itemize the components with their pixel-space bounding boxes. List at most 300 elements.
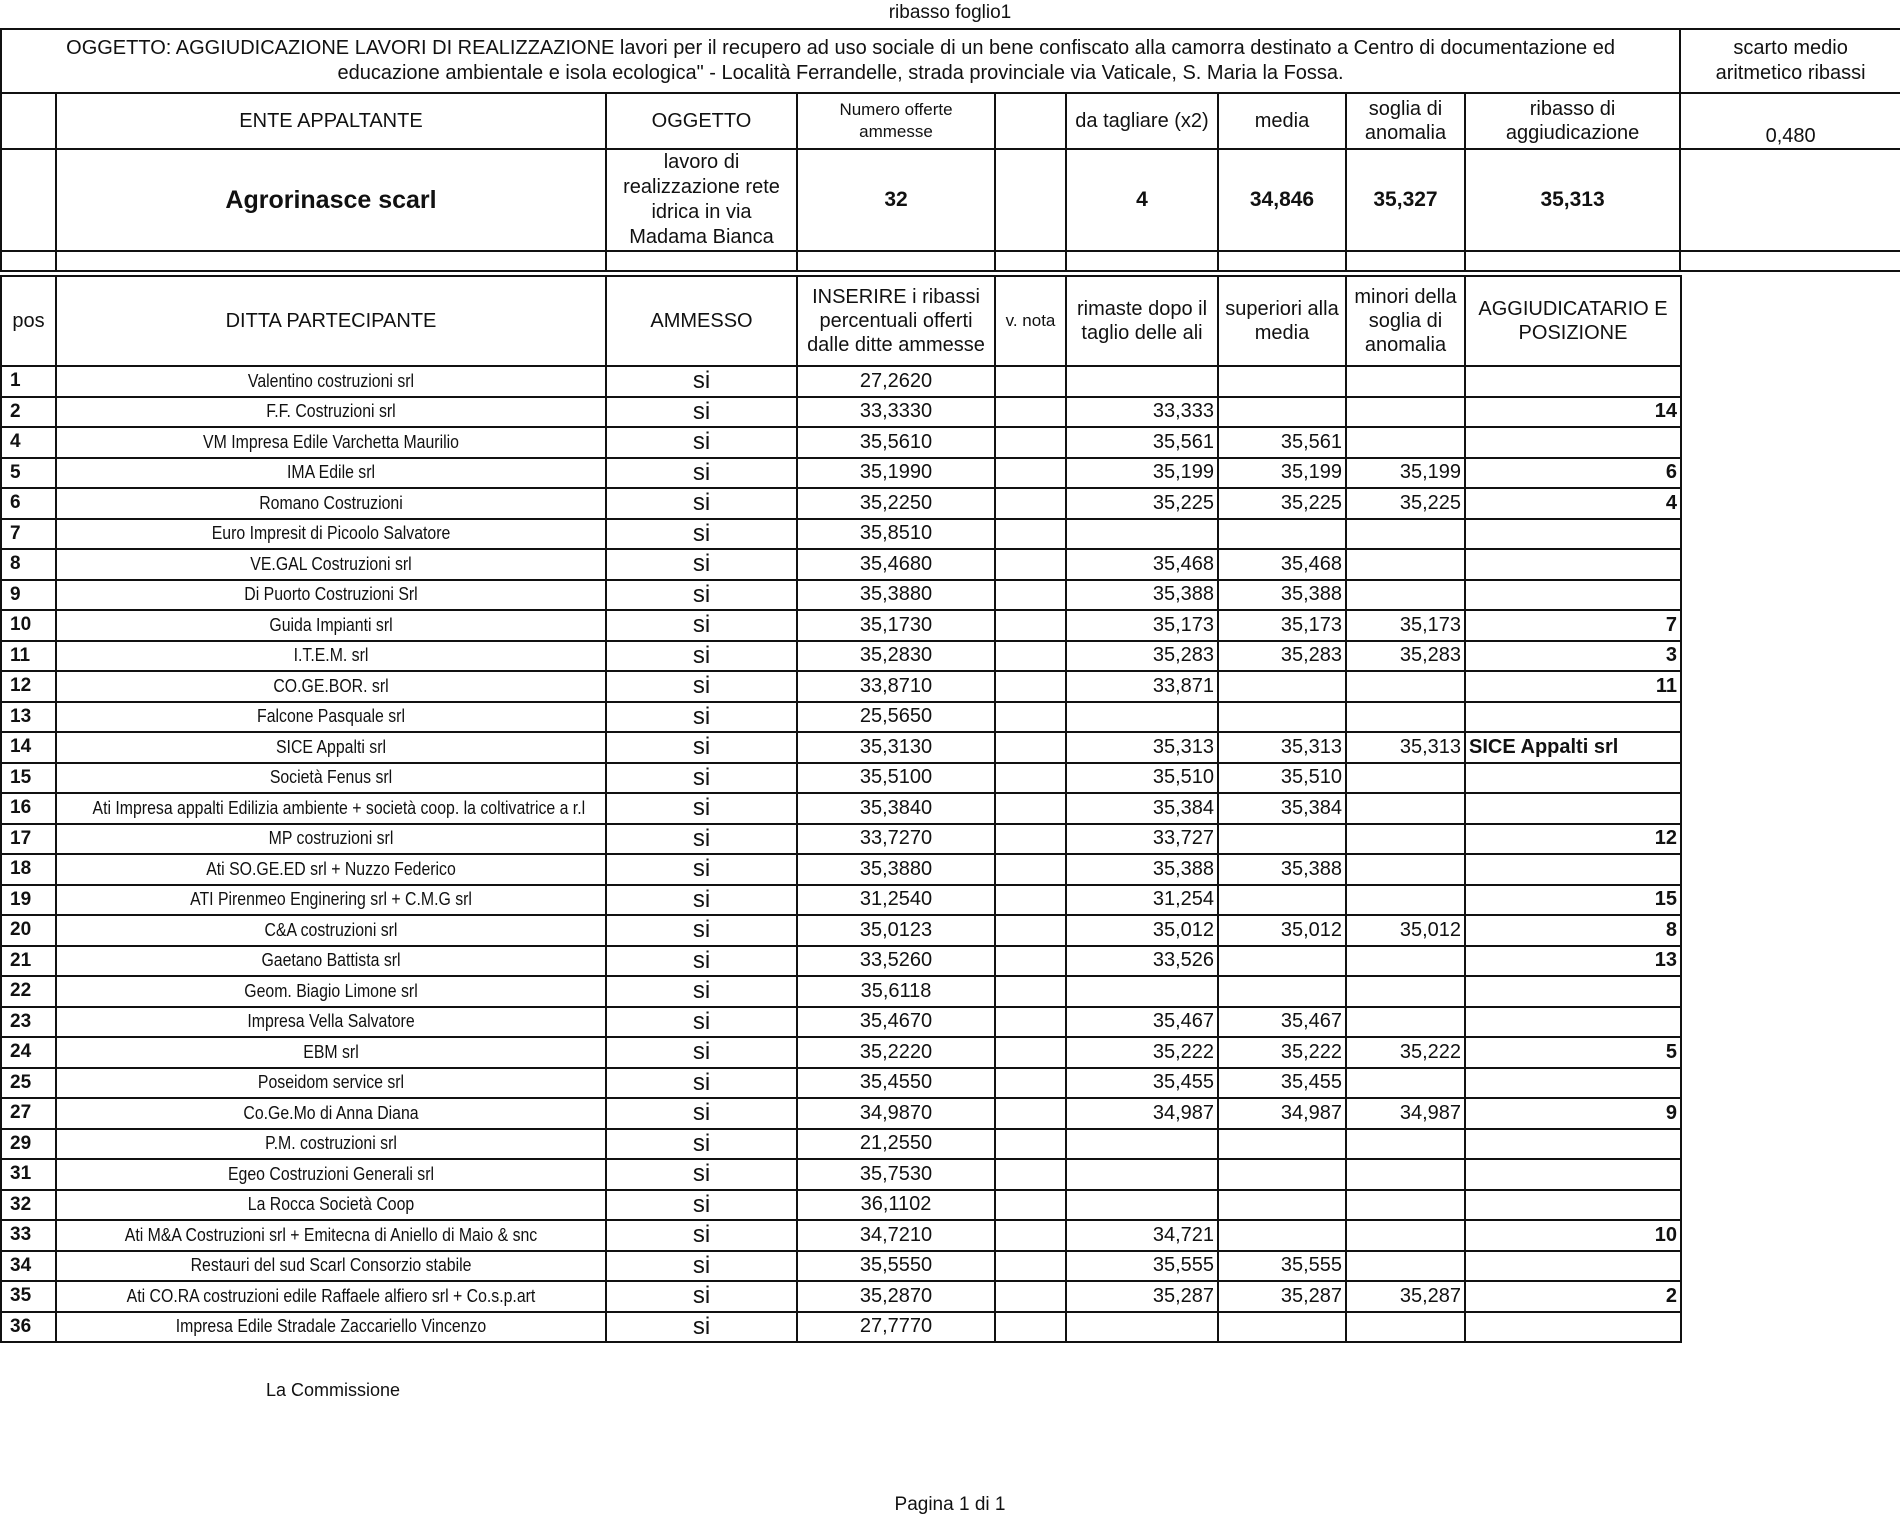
table-row xyxy=(1,549,1681,580)
pos-cell: 34 xyxy=(1,1251,56,1282)
oggetto-value-line4: Madama Bianca xyxy=(629,226,774,248)
ditta-name: MP costruzioni srl xyxy=(268,828,394,849)
superiori-cell: 35,455 xyxy=(1218,1068,1346,1099)
aggiud-cell xyxy=(1465,1312,1681,1343)
pos-cell: 12 xyxy=(1,671,56,702)
inserire-header-line2: percentuali offerti xyxy=(819,310,973,332)
nota-cell xyxy=(995,549,1066,580)
aggiud-cell xyxy=(1465,1007,1681,1038)
table-row xyxy=(1,1098,1681,1129)
aggiud-header xyxy=(1465,276,1681,366)
minori-cell xyxy=(1346,427,1465,458)
ammesso-cell: si xyxy=(606,1251,797,1282)
superiori-cell: 35,313 xyxy=(1218,732,1346,763)
ammesso-cell: si xyxy=(606,610,797,641)
pos-cell: 19 xyxy=(1,885,56,916)
table-row xyxy=(1,671,1681,702)
oggetto-cell xyxy=(1,29,1680,93)
ditta-name: CO.GE.BOR. srl xyxy=(273,675,389,696)
nota-cell xyxy=(995,824,1066,855)
ammesso-cell: si xyxy=(606,488,797,519)
ribasso-value: 35,313 xyxy=(1465,149,1680,251)
superiori-cell: 35,012 xyxy=(1218,915,1346,946)
pos-cell: 10 xyxy=(1,610,56,641)
ribasso-cell: 35,4680 xyxy=(797,549,995,580)
ammesso-cell: si xyxy=(606,549,797,580)
ammesso-cell: si xyxy=(606,1159,797,1190)
ammesso-cell: si xyxy=(606,854,797,885)
summary-values-row xyxy=(1,149,1900,251)
ditta-name: F.F. Costruzioni srl xyxy=(266,401,396,422)
ribasso-cell: 35,2830 xyxy=(797,641,995,672)
minori-cell xyxy=(1346,1220,1465,1251)
ammesso-cell: si xyxy=(606,1068,797,1099)
ente-header: ENTE APPALTANTE xyxy=(56,93,606,149)
ammesso-cell: si xyxy=(606,793,797,824)
ribasso-header-line2: aggiudicazione xyxy=(1505,122,1640,144)
aggiud-cell xyxy=(1465,1251,1681,1282)
ditta-cell xyxy=(56,1037,606,1068)
nota-cell xyxy=(995,946,1066,977)
ammesso-cell: si xyxy=(606,946,797,977)
spacer-cell xyxy=(1465,251,1680,271)
superiori-cell: 34,987 xyxy=(1218,1098,1346,1129)
pos-cell: 32 xyxy=(1,1190,56,1221)
ditta-cell xyxy=(56,763,606,794)
ammesso-cell: si xyxy=(606,824,797,855)
table-row xyxy=(1,458,1681,489)
superiori-cell: 35,173 xyxy=(1218,610,1346,641)
aggiud-cell: 9 xyxy=(1465,1098,1681,1129)
nota-cell xyxy=(995,763,1066,794)
numero-offerte-header xyxy=(797,93,995,149)
table-row xyxy=(1,946,1681,977)
inserire-header xyxy=(797,276,995,366)
rimaste-cell xyxy=(1066,1190,1218,1221)
superiori-cell xyxy=(1218,1220,1346,1251)
ammesso-cell: si xyxy=(606,976,797,1007)
pos-cell: 11 xyxy=(1,641,56,672)
aggiud-cell: 13 xyxy=(1465,946,1681,977)
nota-cell xyxy=(995,885,1066,916)
media-header: media xyxy=(1218,93,1346,149)
ammesso-cell: si xyxy=(606,1220,797,1251)
ditta-cell xyxy=(56,458,606,489)
superiori-cell xyxy=(1218,519,1346,550)
inserire-header-line3: dalle ditte ammesse xyxy=(807,334,985,356)
nota-cell xyxy=(995,488,1066,519)
pos-cell: 31 xyxy=(1,1159,56,1190)
ditta-cell xyxy=(56,976,606,1007)
spacer-cell xyxy=(1066,251,1218,271)
ammesso-cell: si xyxy=(606,1312,797,1343)
pos-cell: 23 xyxy=(1,1007,56,1038)
rimaste-cell: 35,468 xyxy=(1066,549,1218,580)
nota-cell xyxy=(995,458,1066,489)
soglia-header-line2: anomalia xyxy=(1364,122,1447,144)
pos-cell: 33 xyxy=(1,1220,56,1251)
ditta-name: P.M. costruzioni srl xyxy=(265,1133,397,1154)
spacer-cell xyxy=(1346,251,1465,271)
oggetto-value xyxy=(606,149,797,251)
ditta-cell xyxy=(56,671,606,702)
pos-cell: 29 xyxy=(1,1129,56,1160)
oggetto-value-line1: lavoro di xyxy=(663,151,740,173)
minori-cell xyxy=(1346,1312,1465,1343)
pos-cell: 2 xyxy=(1,397,56,428)
ditta-cell xyxy=(56,946,606,977)
aggiud-cell xyxy=(1465,366,1681,397)
table-row xyxy=(1,1037,1681,1068)
ditta-cell xyxy=(56,915,606,946)
ditta-cell xyxy=(56,1098,606,1129)
da-tagliare-header: da tagliare (x2) xyxy=(1066,93,1218,149)
ditta-cell xyxy=(56,1068,606,1099)
pos-cell: 27 xyxy=(1,1098,56,1129)
ribasso-cell: 33,5260 xyxy=(797,946,995,977)
soglia-value: 35,327 xyxy=(1346,149,1465,251)
rimaste-cell xyxy=(1066,519,1218,550)
ribasso-cell: 27,7770 xyxy=(797,1312,995,1343)
superiori-cell xyxy=(1218,885,1346,916)
scarto-label-cell xyxy=(1680,29,1900,93)
minori-cell: 35,222 xyxy=(1346,1037,1465,1068)
ammesso-cell: si xyxy=(606,915,797,946)
scarto-label-line1: scarto medio xyxy=(1733,37,1848,59)
ditta-name: Di Puorto Costruzioni Srl xyxy=(244,584,418,605)
nota-header: v. nota xyxy=(995,276,1066,366)
commission-signature-label: La Commissione xyxy=(266,1380,401,1400)
minori-cell xyxy=(1346,824,1465,855)
superiori-cell: 35,467 xyxy=(1218,1007,1346,1038)
ammesso-cell: si xyxy=(606,732,797,763)
nota-cell xyxy=(995,427,1066,458)
ditta-name: EBM srl xyxy=(303,1041,359,1062)
minori-cell xyxy=(1346,671,1465,702)
ammesso-cell: si xyxy=(606,1190,797,1221)
aggiud-header-line2: POSIZIONE xyxy=(1518,322,1628,344)
ribasso-cell: 35,5610 xyxy=(797,427,995,458)
numero-offerte-header-line1: Numero offerte xyxy=(839,100,953,119)
minori-header-line2: soglia di xyxy=(1368,310,1443,332)
rimaste-cell: 35,388 xyxy=(1066,580,1218,611)
ribasso-cell: 35,7530 xyxy=(797,1159,995,1190)
ditta-cell xyxy=(56,1159,606,1190)
rimaste-cell: 35,225 xyxy=(1066,488,1218,519)
soglia-header-line1: soglia di xyxy=(1368,98,1443,120)
nota-cell xyxy=(995,1281,1066,1312)
ditta-name: Ati SO.GE.ED srl + Nuzzo Federico xyxy=(206,858,456,879)
ditta-name: Egeo Costruzioni Generali srl xyxy=(227,1163,435,1184)
aggiud-cell xyxy=(1465,580,1681,611)
ribasso-cell: 35,3840 xyxy=(797,793,995,824)
pos-cell: 16 xyxy=(1,793,56,824)
superiori-cell: 35,222 xyxy=(1218,1037,1346,1068)
nota-cell xyxy=(995,1098,1066,1129)
ditta-name: Impresa Vella Salvatore xyxy=(247,1011,415,1032)
minori-cell xyxy=(1346,1251,1465,1282)
ditta-name: I.T.E.M. srl xyxy=(293,645,369,666)
ammesso-cell: si xyxy=(606,1129,797,1160)
rimaste-cell: 35,283 xyxy=(1066,641,1218,672)
spacer-cell xyxy=(1,251,56,271)
rimaste-header-line2: taglio delle ali xyxy=(1081,322,1203,344)
ribasso-cell: 35,1990 xyxy=(797,458,995,489)
superiori-cell xyxy=(1218,366,1346,397)
nota-cell xyxy=(995,1037,1066,1068)
ditta-cell xyxy=(56,519,606,550)
table-row xyxy=(1,1129,1681,1160)
nota-cell xyxy=(995,580,1066,611)
rimaste-cell: 35,388 xyxy=(1066,854,1218,885)
summary-values-blank xyxy=(1,149,56,251)
nota-cell xyxy=(995,1220,1066,1251)
pos-cell: 7 xyxy=(1,519,56,550)
ammesso-cell: si xyxy=(606,763,797,794)
ditta-cell xyxy=(56,641,606,672)
ditta-name: Ati CO.RA costruzioni edile Raffaele alfiero srl + Co.s.p.art xyxy=(126,1285,536,1306)
aggiud-cell xyxy=(1465,1190,1681,1221)
nota-cell xyxy=(995,366,1066,397)
ribasso-cell: 34,9870 xyxy=(797,1098,995,1129)
ammesso-cell: si xyxy=(606,427,797,458)
table-row xyxy=(1,1312,1681,1343)
pos-cell: 36 xyxy=(1,1312,56,1343)
summary-spacer-row xyxy=(1,251,1900,271)
aggiud-cell: 4 xyxy=(1465,488,1681,519)
nota-cell xyxy=(995,397,1066,428)
minori-cell xyxy=(1346,702,1465,733)
nota-cell xyxy=(995,641,1066,672)
ditta-name: IMA Edile srl xyxy=(286,462,376,483)
aggiud-cell: 12 xyxy=(1465,824,1681,855)
minori-cell: 35,225 xyxy=(1346,488,1465,519)
superiori-cell xyxy=(1218,702,1346,733)
aggiud-cell xyxy=(1465,519,1681,550)
superiori-cell xyxy=(1218,1312,1346,1343)
pos-cell: 35 xyxy=(1,1281,56,1312)
da-tagliare-value: 4 xyxy=(1066,149,1218,251)
superiori-cell: 35,561 xyxy=(1218,427,1346,458)
superiori-cell xyxy=(1218,1159,1346,1190)
oggetto-line1: OGGETTO: AGGIUDICAZIONE LAVORI DI REALIZZAZIONE lavori per il recupero ad uso sociale di un bene confiscato alla camorra destinato a Centro di documentazione ed xyxy=(66,37,1615,59)
ditta-name: VE.GAL Costruzioni srl xyxy=(250,553,412,574)
nota-cell xyxy=(995,915,1066,946)
ammesso-cell: si xyxy=(606,1098,797,1129)
page-footer: Pagina 1 di 1 xyxy=(894,1494,1006,1515)
pos-cell: 9 xyxy=(1,580,56,611)
minori-cell xyxy=(1346,366,1465,397)
ditta-name: Valentino costruzioni srl xyxy=(247,370,415,391)
ditta-name: Romano Costruzioni xyxy=(259,492,403,513)
nota-cell xyxy=(995,793,1066,824)
superiori-cell xyxy=(1218,824,1346,855)
superiori-cell: 35,283 xyxy=(1218,641,1346,672)
superiori-cell xyxy=(1218,976,1346,1007)
table-row xyxy=(1,488,1681,519)
oggetto-line2: educazione ambientale e isola ecologica" - Località Ferrandelle, strada provinciale via Vaticale, S. Maria la Fossa. xyxy=(337,62,1344,84)
rimaste-cell: 35,222 xyxy=(1066,1037,1218,1068)
table-row xyxy=(1,732,1681,763)
ribasso-cell: 35,3130 xyxy=(797,732,995,763)
aggiud-cell: 7 xyxy=(1465,610,1681,641)
ribasso-cell: 35,1730 xyxy=(797,610,995,641)
soglia-header xyxy=(1346,93,1465,149)
table-row xyxy=(1,366,1681,397)
aggiud-cell xyxy=(1465,702,1681,733)
minori-cell xyxy=(1346,1129,1465,1160)
aggiud-cell xyxy=(1465,427,1681,458)
ammesso-cell: si xyxy=(606,885,797,916)
ente-value: Agrorinasce scarl xyxy=(56,149,606,251)
minori-cell xyxy=(1346,763,1465,794)
minori-cell xyxy=(1346,519,1465,550)
ribasso-cell: 35,3880 xyxy=(797,580,995,611)
ribasso-cell: 34,7210 xyxy=(797,1220,995,1251)
rimaste-cell: 35,199 xyxy=(1066,458,1218,489)
table-row xyxy=(1,915,1681,946)
ditta-cell xyxy=(56,854,606,885)
superiori-cell: 35,555 xyxy=(1218,1251,1346,1282)
ammesso-cell: si xyxy=(606,397,797,428)
table-row xyxy=(1,1251,1681,1282)
superiori-cell: 35,287 xyxy=(1218,1281,1346,1312)
spacer-cell xyxy=(1680,251,1900,271)
rimaste-header-line1: rimaste dopo il xyxy=(1076,298,1208,320)
superiori-cell xyxy=(1218,1129,1346,1160)
ribasso-cell: 36,1102 xyxy=(797,1190,995,1221)
superiori-cell xyxy=(1218,397,1346,428)
ditta-name: Società Fenus srl xyxy=(269,767,393,788)
rimaste-cell: 35,384 xyxy=(1066,793,1218,824)
ammesso-cell: si xyxy=(606,1037,797,1068)
participants-table xyxy=(0,275,1682,1343)
ribasso-cell: 31,2540 xyxy=(797,885,995,916)
minori-header-line3: anomalia xyxy=(1364,334,1447,356)
ditta-name: Gaetano Battista srl xyxy=(261,950,401,971)
ditta-cell xyxy=(56,549,606,580)
ditta-name: Geom. Biagio Limone srl xyxy=(244,980,418,1001)
nota-cell xyxy=(995,702,1066,733)
rimaste-cell: 34,721 xyxy=(1066,1220,1218,1251)
aggiud-cell: 15 xyxy=(1465,885,1681,916)
oggetto-row xyxy=(1,29,1900,93)
rimaste-cell: 35,455 xyxy=(1066,1068,1218,1099)
table-row xyxy=(1,854,1681,885)
ditta-name: SICE Appalti srl xyxy=(275,736,387,757)
ditta-name: Falcone Pasquale srl xyxy=(257,706,405,727)
ribasso-cell: 33,8710 xyxy=(797,671,995,702)
rimaste-cell xyxy=(1066,1129,1218,1160)
aggiud-header-line1: AGGIUDICATARIO E xyxy=(1478,298,1668,320)
rimaste-cell xyxy=(1066,702,1218,733)
inserire-header-line1: INSERIRE i ribassi xyxy=(812,286,980,308)
rimaste-cell: 33,727 xyxy=(1066,824,1218,855)
spacer-cell xyxy=(606,251,797,271)
minori-cell: 35,173 xyxy=(1346,610,1465,641)
table-row xyxy=(1,427,1681,458)
ditta-cell xyxy=(56,1129,606,1160)
ammesso-cell: si xyxy=(606,671,797,702)
nota-cell xyxy=(995,1251,1066,1282)
superiori-cell: 35,384 xyxy=(1218,793,1346,824)
ammesso-cell: si xyxy=(606,519,797,550)
nota-cell xyxy=(995,1159,1066,1190)
rimaste-cell xyxy=(1066,1312,1218,1343)
aggiud-cell xyxy=(1465,854,1681,885)
summary-header-spacer xyxy=(995,93,1066,149)
rimaste-cell: 35,467 xyxy=(1066,1007,1218,1038)
rimaste-cell: 33,526 xyxy=(1066,946,1218,977)
ditta-cell xyxy=(56,610,606,641)
numero-offerte-header-line2: ammesse xyxy=(859,122,933,141)
aggiud-cell xyxy=(1465,793,1681,824)
table-row xyxy=(1,1281,1681,1312)
rimaste-cell: 35,561 xyxy=(1066,427,1218,458)
ditta-cell xyxy=(56,1251,606,1282)
minori-cell xyxy=(1346,580,1465,611)
ammesso-cell: si xyxy=(606,580,797,611)
ribasso-cell: 35,4550 xyxy=(797,1068,995,1099)
pos-cell: 24 xyxy=(1,1037,56,1068)
table-row xyxy=(1,580,1681,611)
spacer-cell xyxy=(56,251,606,271)
superiori-header-line2: media xyxy=(1254,322,1310,344)
summary-header-blank xyxy=(1,93,56,149)
minori-header xyxy=(1346,276,1465,366)
ditta-name: La Rocca Società Coop xyxy=(247,1194,415,1215)
ribasso-cell: 35,2250 xyxy=(797,488,995,519)
minori-cell xyxy=(1346,1159,1465,1190)
ditta-cell xyxy=(56,427,606,458)
rimaste-header xyxy=(1066,276,1218,366)
rimaste-cell: 35,555 xyxy=(1066,1251,1218,1282)
ditta-header: DITTA PARTECIPANTE xyxy=(56,276,606,366)
ditta-cell xyxy=(56,1281,606,1312)
aggiud-cell xyxy=(1465,549,1681,580)
aggiud-cell: 11 xyxy=(1465,671,1681,702)
spacer-cell xyxy=(995,251,1066,271)
aggiud-cell xyxy=(1465,763,1681,794)
ribasso-cell: 35,5550 xyxy=(797,1251,995,1282)
table-row xyxy=(1,1068,1681,1099)
ditta-cell xyxy=(56,885,606,916)
pos-cell: 14 xyxy=(1,732,56,763)
minori-cell: 35,012 xyxy=(1346,915,1465,946)
ammesso-cell: si xyxy=(606,702,797,733)
pos-cell: 17 xyxy=(1,824,56,855)
pos-cell: 8 xyxy=(1,549,56,580)
ribasso-cell: 27,2620 xyxy=(797,366,995,397)
pos-cell: 15 xyxy=(1,763,56,794)
minori-cell: 35,313 xyxy=(1346,732,1465,763)
aggiud-cell: 3 xyxy=(1465,641,1681,672)
ammesso-cell: si xyxy=(606,366,797,397)
ditta-cell xyxy=(56,1007,606,1038)
table-row xyxy=(1,885,1681,916)
ribasso-cell: 25,5650 xyxy=(797,702,995,733)
oggetto-value-line3: idrica in via xyxy=(651,201,752,223)
superiori-cell: 35,199 xyxy=(1218,458,1346,489)
minori-header-line1: minori della xyxy=(1354,286,1457,308)
nota-cell xyxy=(995,1129,1066,1160)
superiori-cell: 35,388 xyxy=(1218,580,1346,611)
table-row xyxy=(1,702,1681,733)
nota-cell xyxy=(995,671,1066,702)
pos-cell: 22 xyxy=(1,976,56,1007)
pos-cell: 4 xyxy=(1,427,56,458)
summary-table xyxy=(0,28,1900,272)
